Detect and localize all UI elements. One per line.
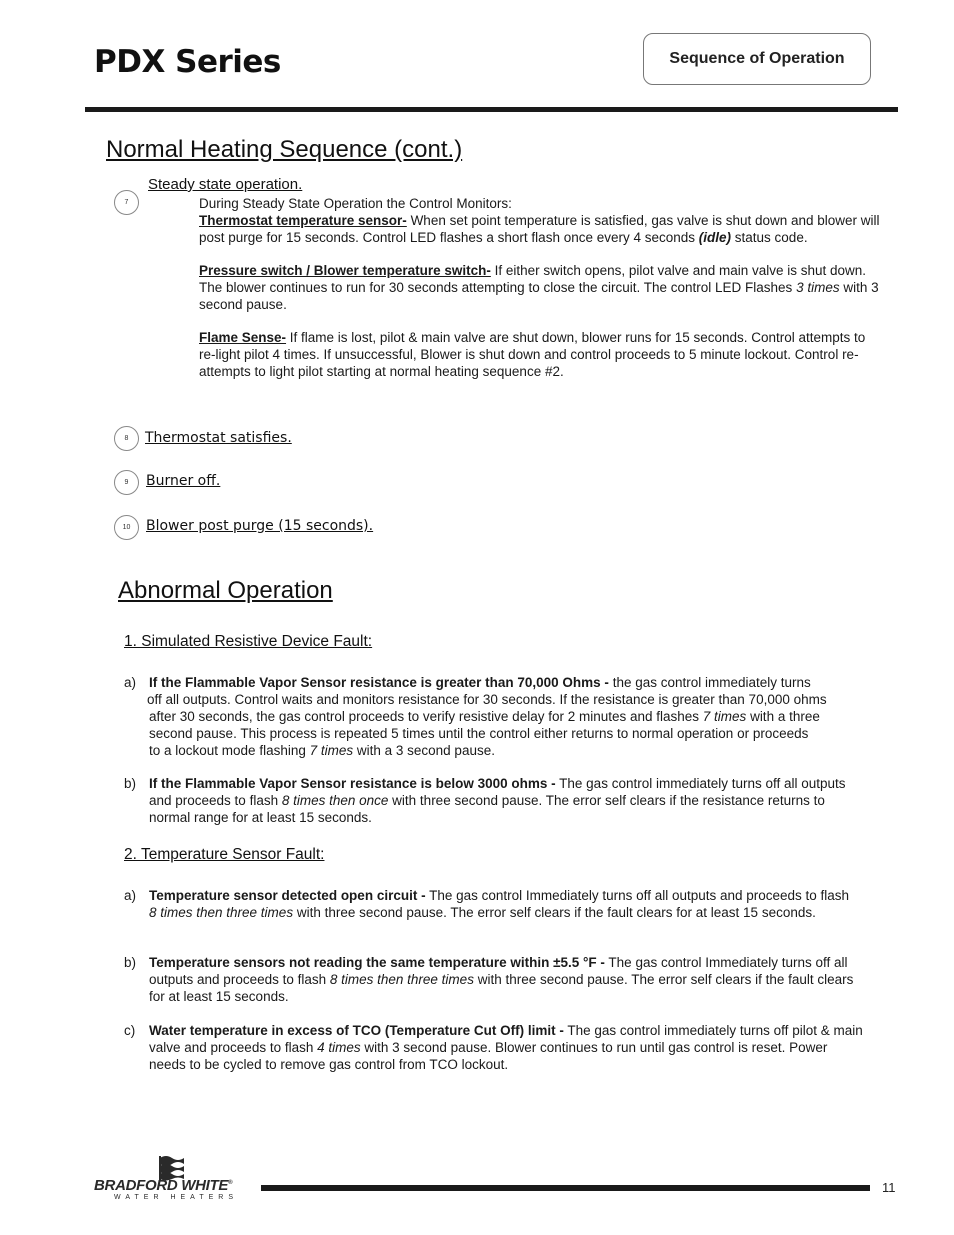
section-label: Sequence of Operation — [669, 50, 845, 67]
fault-1b-text: If the Flammable Vapor Sensor resistance is below 3000 ohms - The gas control immediately turns off all outputs and proceeds to flash 8 times then once with three second pause. The error self clears if the resistance returns to normal range for at least 15 seconds. — [149, 776, 846, 825]
brand-tagline: WATER HEATERS — [114, 1194, 238, 1201]
brand-name: BRADFORD WHITE® — [94, 1177, 233, 1194]
step-9-title: Burner off. — [146, 473, 221, 489]
step-9-number: 9 — [114, 470, 139, 495]
step-7-number: 7 — [114, 190, 139, 215]
step-7-body — [199, 195, 884, 380]
step-10-number: 10 — [114, 515, 139, 540]
pressure-switch-paragraph: Pressure switch / Blower temperature switch- If either switch opens, pilot valve and main valve is shut down. The blower continues to run for 30 seconds attempting to close the circuit. The control LED Flashes 3 times with 3 second pause. — [199, 263, 879, 312]
footer-rule — [261, 1185, 870, 1191]
thermostat-sensor-label: Thermostat temperature sensor- — [199, 213, 407, 228]
step-7-intro: During Steady State Operation the Control Monitors: — [199, 196, 512, 211]
fault-2-heading: 2. Temperature Sensor Fault: — [124, 846, 325, 863]
idle-status: (idle) — [698, 230, 732, 245]
fault-1a-text: If the Flammable Vapor Sensor resistance is greater than 70,000 Ohms - the gas control immediately turns off all outputs. Control waits and monitors resistance for 30 seconds. If the resistance is greater than 70,000 ohms after 30 seconds, the gas control proceeds to verify resistive delay for 2 minutes and flashes 7 times with a three second pause. This process is repeated 5 times until the control either returns to normal operation or proceeds to a lockout mode flashing 7 times with a 3 second pause. — [147, 675, 827, 758]
thermostat-sensor-paragraph: Thermostat temperature sensor- When set point temperature is satisfied, gas valve is shut down and blower will post purge for 15 seconds. Control LED flashes a short flash once every 4 seconds (idle) status code. — [199, 213, 880, 245]
fault-1b-letter: b) — [124, 776, 137, 791]
bradford-white-logo — [94, 1152, 259, 1204]
fault-2a-text: Temperature sensor detected open circuit - The gas control Immediately turns off all outputs and proceeds to flash 8 times then three times with three second pause. The error self clears if the fault clears for at least 15 seconds. — [149, 888, 850, 920]
section-label-box — [643, 33, 871, 85]
page-number: 11 — [882, 1180, 896, 1195]
abnormal-operation-heading: Abnormal Operation — [118, 577, 333, 604]
fault-2c-letter: c) — [124, 1023, 136, 1038]
series-title: PDX Series — [94, 44, 281, 80]
fault-1a-letter: a) — [124, 675, 137, 690]
flame-sense-paragraph: Flame Sense- If flame is lost, pilot & main valve are shut down, blower runs for 15 seconds. Control attempts to re-light pilot 4 times. If unsuccessful, Blower is shut down and control proceeds to 5 minute lockout. Control re-attempts to light pilot starting at normal heating sequence #2. — [199, 330, 866, 379]
fault-2b-text: Temperature sensors not reading the same temperature within ±5.5 °F - The gas control Immediately turns off all outputs and proceeds to flash 8 times then three times with three second pause. The error self clears if the fault clears for at least 15 seconds. — [149, 955, 854, 1004]
step-7-title: Steady state operation. — [148, 176, 303, 193]
fault-1-heading: 1. Simulated Resistive Device Fault: — [124, 633, 373, 650]
step-8-number: 8 — [114, 426, 139, 451]
pressure-switch-label: Pressure switch / Blower temperature switch- — [199, 263, 491, 278]
step-8-title: Thermostat satisfies. — [145, 430, 292, 446]
fault-2c-text: Water temperature in excess of TCO (Temperature Cut Off) limit - The gas control immediately turns off pilot & main valve and proceeds to flash 4 times with 3 second pause. Blower continues to run until gas control is reset. Power needs to be cycled to remove gas control from TCO lockout. — [149, 1023, 863, 1072]
step-10-title: Blower post purge (15 seconds). — [146, 518, 374, 534]
fault-2a-letter: a) — [124, 888, 137, 903]
fault-2b-letter: b) — [124, 955, 137, 970]
normal-sequence-heading: Normal Heating Sequence (cont.) — [106, 136, 463, 163]
header-rule — [85, 107, 898, 112]
flame-sense-label: Flame Sense- — [199, 330, 287, 345]
